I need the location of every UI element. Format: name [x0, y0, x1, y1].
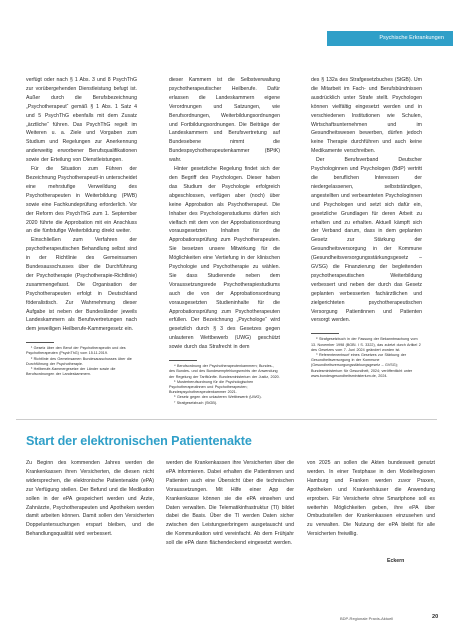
page-number: 20 — [432, 614, 439, 620]
footnote-divider — [169, 360, 197, 361]
body-paragraph: Einschließen zum Verfahren der psychotherapeutischen Behandlung selbst sind in der Richtlinie des Gemeinsamen Bundesausschusses über die Durchführung der Psychotherapie (Psychotherapie-Richtlinie) zusammengefasst. Die Organisation der Psychotherapeuten erfolgt in Deutschland föderalistisch. Zur Wahrnehmung dieser Aufgabe ist neben der Bundesländer jeweils Landeskammern als Berufsvertretungen nach dem jeweiligen Heilberufe-Kammergesetz ein. — [26, 237, 137, 333]
article-column-3 — [307, 459, 435, 539]
body-paragraph: Der Berufsverband Deutscher Psychologinnen und Psychologen (BdP) vertritt die beruflichen Interessen der niedergelassenen, selbstständigen, angestellten und verbeamteten Psychologinnen und Psychologen und setzt sich dafür ein, gesetzliche Grundlagen für deren Arbeit zu erhalten und zu erhalten. Aktuell kämpft sich der Verband darum, dass in dem geplanten Gesetz zur Stärkung der Gesundheitsversorgung in der Kommune (Gesundheitsversorgungsstärkungsgesetz – GVSG) die Finanzierung der begleitenden psychotherapeutischen Weiterbildung verbessert und neben der durch das Gesetz geplanten verbesserten fachärztlichen und zielgerichteten psychotherapeutischen Versorgung Patientinnen und Patienten versorgt werden. — [311, 157, 422, 324]
body-paragraph: verfügt oder nach § 1 Abs. 3 und 8 PsychThG zur vorübergehenden Dienstleistung befugt ist. Außer durch die Berufsbezeichnung „Psychotherapeut“ gemäß § 1 Abs. 1 Satz 4 und 5 PsychThG ebenfalls mit dem Zusatz „ärztliche“ führen. Das PsychThG regelt im Weiteren u. a. Ziele und Vorgaben zum Studium und Regelungen zur Anerkennung anderweitig erworbener Berufsqualifikationen sowie der Erteilung von Dienstleistungen. — [26, 77, 137, 164]
section-label: Psychische Erkrankungen — [379, 35, 444, 41]
article-paragraph: von 2025 an sollen die Akten bundesweit genutzt werden. In einer Testphase in den Modellregionen Hamburg und Franken werden zuvor Praxen, Apotheken und Krankenhäuser die Anwendung erproben. Für Versicherte ohne Smartphone soll es weiterhin Möglichkeiten geben, ihre ePA über Ombudsstellen der Krankenkassen einzusehen und zu verwalten. Die Nutzung der ePA bleibt für alle Versicherten freiwillig. — [307, 460, 435, 538]
footer-journal: BDP-Regionale Praxis-Aktuell — [340, 616, 394, 621]
footnote: ⁸ Strafgesetzbuch in der Fassung der Bekanntmachung vom 13. November 1998 (BGBl. I S. 3322), das zuletzt durch Artikel 2 des Gesetzes vom 7. Juni 2024 geändert worden ist. — [311, 337, 421, 352]
footnote: ⁷ Strafgesetzbuch (StGB). — [174, 400, 218, 405]
body-paragraph: Für die Situation zum Führen der Bezeichnung Psychotherapeut/-in unterscheidet eine mehrstufige Verweildung des Psychotherapeuten in Weiterbildung (PWB) sowie eine Fachkundeprüfung erforderlich. Vor der Reform des PsychThG zum 1. September 2020 führte die Approbation mit ein Anschluss an die fünfstufige Weiterbildung direkt weiter. — [26, 166, 137, 235]
footnote: ⁵ Musterberufsordnung für die Psychologischen Psychotherapeutinnen und Psychotherapeuten; Bundespsychotherapeutenkammer 2021. — [169, 379, 254, 395]
footnote: ¹ Gesetz über den Beruf der Psychotherapeutin und des Psychotherapeuten (PsychThG) vom 15.11.2019. — [26, 346, 126, 356]
article-paragraph: Zu Beginn des kommenden Jahres werden die Krankenkassen ihren Versicherten, die diesen nicht widersprechen, die elektronische Patientenakte (ePA) zur Verfügung stellen. Der Befund und die Medikation sollen in der ePA gespeichert werden und Ärzte, Zahnärzte, Psychotherapeuten und Apotheken werden damit arbeiten können. Damit sollen den Versicherten Doppeluntersuchungen erspart bleiben, und die Behandlungsqualität wird verbessert. — [26, 460, 154, 538]
footnote: ³ Heilberufe-Kammergesetze der Länder sowie die Berufsordnungen der Landeskammern. — [26, 367, 116, 377]
footnote: ² Richtlinie des Gemeinsamen Bundesausschusses über die Durchführung der Psychotherapie. — [26, 356, 132, 366]
text-column-3 — [311, 76, 422, 379]
text-column-1 — [26, 76, 137, 378]
article-paragraph: werden die Krankenkassen ihre Versicherten über die ePA informieren. Dabei erhalten die Patientinnen und Patienten auch eine Übersicht über die technischen Voraussetzungen. Mit Hilfe einer App der Krankenkasse können sie die ePA einsehen und Daten verwalten. Die Telematikinfrastruktur (TI) bildet dabei die Basis. Über die TI werden Daten sicher zwischen den Leistungserbringern ausgetauscht und die Kommunikation wird vereinfacht. Ab dem Frühjahr soll die ePA dann flächendeckend eingesetzt werden. — [166, 460, 294, 547]
article-headline: Start der elektronischen Patientenakte — [26, 434, 252, 448]
footnote: ⁶ Gesetz gegen den unlauteren Wettbewerb (UWG). — [174, 395, 262, 400]
article-column-1 — [26, 459, 154, 539]
footnote-divider — [26, 342, 54, 343]
section-tab — [327, 31, 453, 46]
body-paragraph: des § 132a des Strafgesetzbuches (StGB). Um die Mitarbeit im Fach- und Berufsbündnissen ausdrücklich unter Strafe stellt. Psychologen können vielfältig eingesetzt werden und in verschiedenen Institutionen wie Schulen, Wirtschaftsunternehmen und im Gesundheitswesen bewerben, dürfen jedoch keine Therapie durchführen und auch keine Medikamente verschreiben. — [311, 77, 422, 155]
body-paragraph: dieser Kammern ist die Selbstverwaltung psychotherapeutischer Heilberufe. Dafür erlassen die Landeskammern eigene Verordnungen und Satzungen, wie Berufsordnungen, Weiterbildungsordnungen und Fortbildungsordnungen. Die Beiträge der Landeskammern und Berufsvertretung auf Bundesebene nimmt die Bundespsychotherapeutenkammer (BPtK) wahr. — [169, 77, 280, 164]
body-paragraph: Hinter gesetzliche Regelung findet sich der den Begriff des Psychologen. Dieser haben das Studium der Psychologie erfolgreich abgeschlossen, verfügen aber (noch) über keine Approbation als Psychotherapeut. Die Inhaber des Psychologenstudiums dürfen sich vielfach mit dem von der Approbationsordnung vorausgesetzten Inhalten für die Approbationsprüfung zum Psychotherapeuten. Sie besetzen unsere Mitwirkung für die Möglichkeiten eine Vertiefung in der klinischen Psychologie und Psychotherapie zu wählen. Sie dass Studierende neben dem Voraussetzungsrede Psychotherapiestudiums auch die von der Approbationsordnung vorausgesetzten Studieninhalte für die Approbationsprüfung zum Psychotherapeuten erfüllen. Der Bezeichnung „Psychologe“ wird gesetzlich durch § 3 des Gesetzes gegen unlauteren Wettbewerb (UWG) geschützt sowie durch das Strafrecht in dem — [169, 166, 280, 351]
footnote: ⁹ Referentenentwurf eines Gesetzes zur Stärkung der Gesundheitsversorgung in der Kommune (Gesundheitsversorgungsstärkungsgesetz – GVSG); Bundesministerium für Gesundheit, 2024; veröffentlicht unter www.bundesgesundheitsministerium.de, 2024. — [311, 352, 413, 378]
text-column-2 — [169, 76, 280, 406]
footnote-divider — [311, 333, 339, 334]
footnote: ⁴ Berufsordnung der Psychotherapeutenkammern; Bundes-, des Bundes- und des Bundesempfehlungsrechts der Anwendung der Regelung der Tarifkünfte. Bundesministerium der Justiz, 2020. — [169, 364, 280, 379]
section-divider — [16, 419, 437, 420]
article-column-2 — [166, 459, 294, 548]
author-signature: Eckern — [387, 558, 405, 564]
